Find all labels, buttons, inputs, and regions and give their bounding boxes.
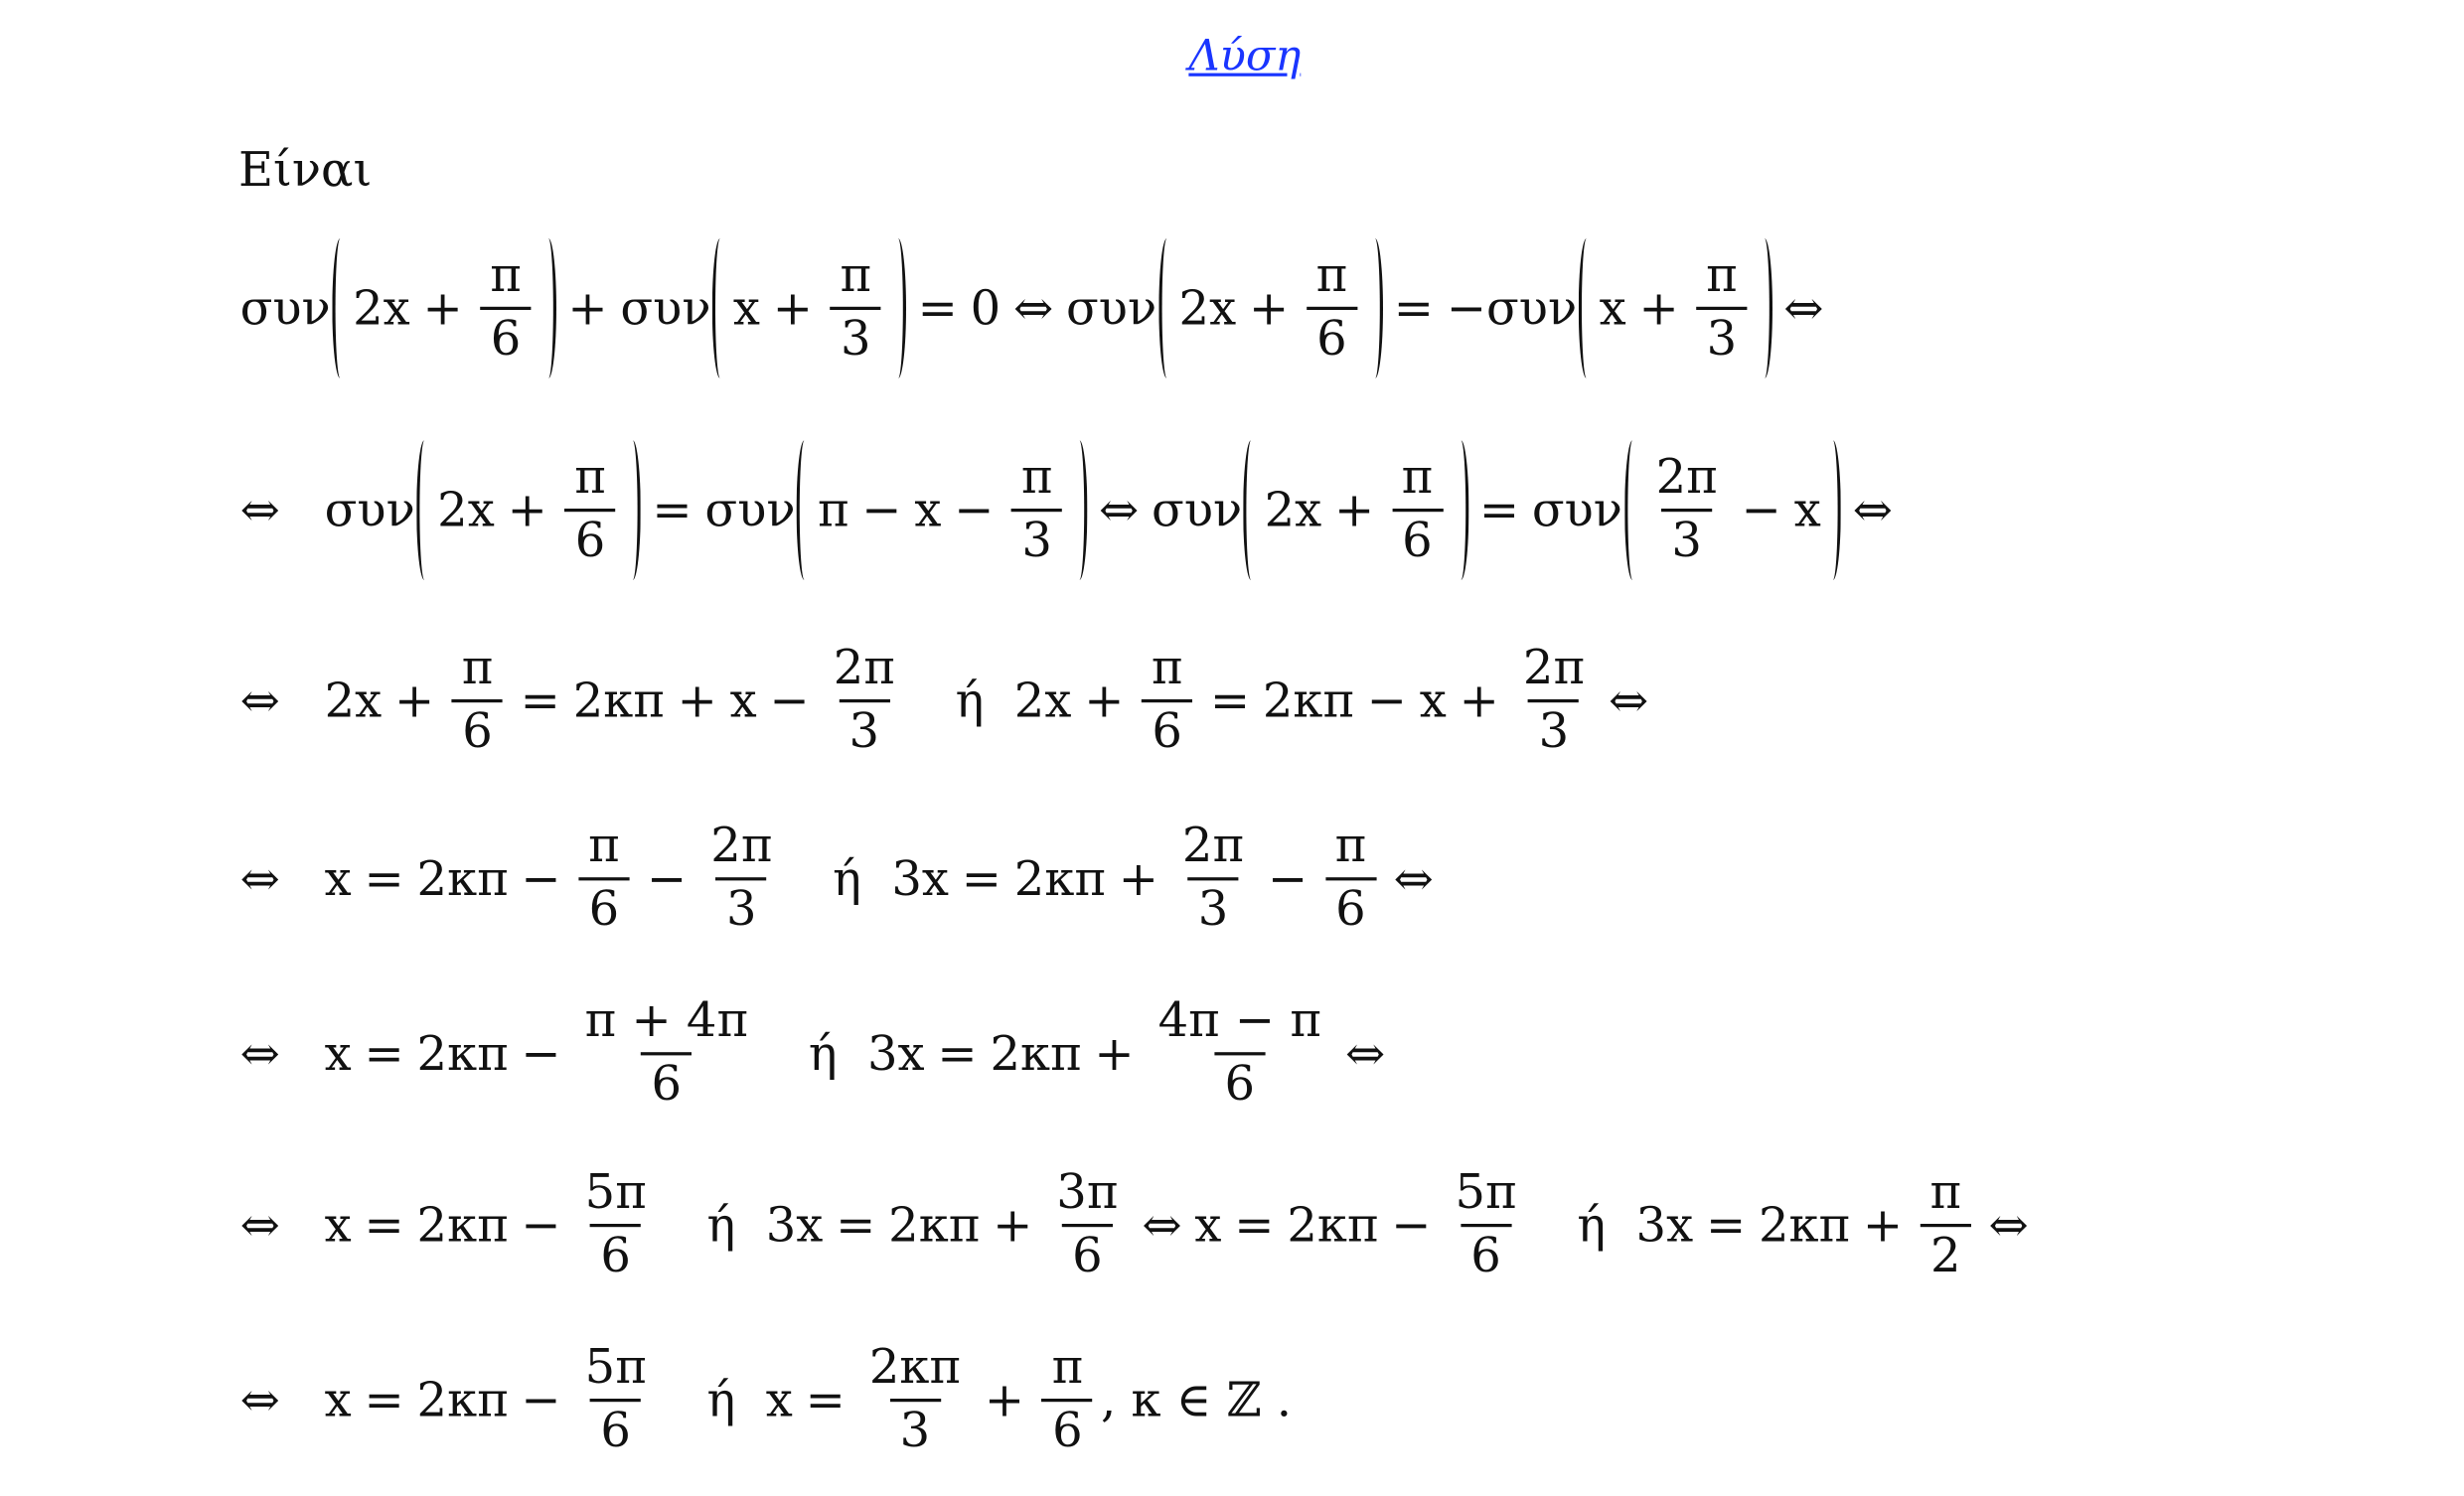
plus-sign: + [984, 1372, 1025, 1428]
term: 2κπ [416, 1372, 509, 1428]
fraction [578, 819, 629, 938]
denominator: 6 [452, 699, 503, 757]
intro-text: Είναι [238, 143, 373, 199]
iff-symbol: ⇔ [1609, 673, 1649, 729]
paren-group [416, 440, 641, 580]
plus-sign: + [422, 280, 463, 337]
numerator: π [490, 247, 522, 304]
numerator: 2π [1522, 640, 1585, 696]
paren-group [712, 238, 906, 378]
term: 2κπ [572, 673, 665, 729]
equals-sign: = [1705, 1197, 1747, 1254]
term: 3x [891, 850, 949, 907]
denominator: 6 [578, 877, 629, 935]
plus-sign: + [1248, 280, 1290, 337]
paren-group [797, 440, 1088, 580]
or-word: ή [1577, 1197, 1607, 1254]
plus-sign: + [1094, 1025, 1135, 1082]
cos-symbol: συν [704, 482, 796, 538]
numerator: π [1334, 819, 1367, 874]
fraction [1449, 1164, 1523, 1284]
k-in-integers: , κ ∈ ℤ . [1100, 1372, 1293, 1428]
or-word: ή [706, 1372, 736, 1428]
fraction [1042, 1339, 1093, 1459]
fraction [1696, 247, 1747, 368]
term: 3x [1635, 1197, 1694, 1254]
fraction [578, 1339, 653, 1459]
fraction [564, 449, 615, 569]
denominator: 3 [716, 877, 767, 935]
left-paren [332, 238, 348, 378]
denominator: 6 [641, 1052, 692, 1110]
plus-sign: + [394, 673, 435, 729]
term: 2x [1264, 482, 1322, 538]
denominator: 3 [1528, 699, 1579, 757]
equals-sign: = [1209, 673, 1251, 729]
iff-symbol: ⇔ [239, 1372, 280, 1428]
equation-line-3 [238, 640, 1659, 760]
minus-sign: − [769, 673, 810, 729]
cos-symbol: συν [1531, 482, 1622, 538]
plus-sign: + [1638, 280, 1679, 337]
equals-sign: = [961, 850, 1001, 907]
iff-symbol: ⇔ [1393, 850, 1434, 907]
equation-line-5 [238, 993, 1396, 1113]
equals-sign: = [937, 1025, 978, 1082]
or-word: ή [955, 673, 985, 729]
numerator: π [574, 449, 606, 506]
minus-sign: − [521, 850, 561, 907]
iff-symbol: ⇔ [239, 482, 280, 538]
fraction [452, 640, 503, 760]
denominator: 6 [1392, 509, 1443, 566]
left-paren [1579, 238, 1595, 378]
numerator: 2π [710, 819, 773, 874]
minus-sign: − [521, 1025, 561, 1082]
right-paren [540, 238, 556, 378]
numerator: 2κπ [868, 1339, 961, 1396]
neg-cos-symbol: −συν [1446, 280, 1578, 337]
numerator: 5π [584, 1339, 647, 1396]
term: 2κπ [990, 1025, 1082, 1082]
numerator: π [1706, 247, 1738, 304]
iff-symbol: ⇔ [239, 850, 280, 907]
plus-sign: + [567, 280, 608, 337]
paren-group [1158, 238, 1383, 378]
numerator: π + 4π [584, 993, 749, 1049]
numerator: π [461, 640, 494, 696]
minus-sign: − [1391, 1197, 1432, 1254]
equals-sign: = [805, 1372, 846, 1428]
term: 2κπ [1013, 850, 1106, 907]
numerator: π [1401, 449, 1434, 506]
term: x [914, 482, 942, 538]
term: 2x [1013, 673, 1072, 729]
numerator: π [1051, 1339, 1084, 1396]
cos-symbol: συν [1152, 482, 1243, 538]
denominator: 3 [831, 307, 881, 365]
left-paren [1158, 238, 1174, 378]
term: 3x [867, 1025, 925, 1082]
plus-sign: + [677, 673, 717, 729]
numerator: 5π [1455, 1164, 1517, 1221]
iff-symbol: ⇔ [1142, 1197, 1182, 1254]
term: 2x [437, 482, 495, 538]
term: 2κπ [416, 850, 509, 907]
left-paren [712, 238, 728, 378]
equals-sign: = [1393, 280, 1435, 337]
fraction [578, 1164, 653, 1284]
equation-line-1 [238, 247, 1835, 368]
minus-sign: − [1268, 850, 1309, 907]
equals-sign: = [364, 1372, 404, 1428]
right-paren [1826, 440, 1842, 580]
minus-sign: − [521, 1197, 561, 1254]
term: x [324, 1025, 352, 1082]
denominator: 3 [889, 1399, 940, 1456]
denominator: 6 [1307, 307, 1357, 365]
denominator: 6 [590, 1224, 641, 1281]
equation-line-4 [238, 819, 1445, 938]
plus-sign: + [1118, 850, 1158, 907]
iff-symbol: ⇔ [239, 1025, 280, 1082]
right-paren [1072, 440, 1088, 580]
or-word: ή [808, 1025, 838, 1082]
fraction [1011, 449, 1062, 569]
term: x [729, 673, 757, 729]
equals-sign: = [836, 1197, 876, 1254]
term: 3x [765, 1197, 824, 1254]
numerator: 5π [584, 1164, 647, 1221]
numerator: π [588, 819, 620, 874]
fraction [862, 1339, 967, 1459]
fraction [1921, 1164, 1971, 1284]
fraction [1152, 993, 1327, 1113]
numerator: 3π [1056, 1164, 1119, 1221]
denominator: 6 [1461, 1224, 1511, 1281]
plus-sign: + [1334, 482, 1375, 538]
zero: 0 [970, 280, 1001, 337]
denominator: 6 [1142, 699, 1192, 757]
equals-sign: = [1478, 482, 1520, 538]
denominator: 6 [1214, 1052, 1265, 1110]
iff-symbol: ⇔ [1013, 280, 1054, 337]
term: 2x [353, 280, 410, 337]
equation-line-6 [238, 1164, 2040, 1284]
cos-symbol: συν [324, 482, 415, 538]
iff-symbol: ⇔ [1988, 1197, 2029, 1254]
cos-symbol: συν [1066, 280, 1157, 337]
fraction [480, 247, 531, 368]
equation-line-2 [238, 449, 1904, 569]
denominator: 6 [564, 509, 615, 566]
numerator: π [840, 247, 871, 304]
minus-sign: − [1741, 482, 1781, 538]
minus-sign: − [954, 482, 995, 538]
equals-sign: = [652, 482, 693, 538]
left-paren [416, 440, 432, 580]
right-paren [890, 238, 906, 378]
iff-symbol: ⇔ [1783, 280, 1824, 337]
right-paren [625, 440, 641, 580]
denominator: 3 [839, 699, 889, 757]
or-word: ή [833, 850, 861, 907]
paren-group [1244, 440, 1468, 580]
iff-symbol: ⇔ [1099, 482, 1140, 538]
cos-symbol: συν [620, 280, 711, 337]
denominator: 3 [1696, 307, 1747, 365]
numerator: 2π [833, 640, 895, 696]
term: x [1599, 280, 1626, 337]
equals-sign: = [917, 280, 958, 337]
numerator: π [1315, 247, 1348, 304]
denominator: 6 [1062, 1224, 1113, 1281]
term: 2κπ [1262, 673, 1354, 729]
plus-sign: + [993, 1197, 1033, 1254]
equals-sign: = [364, 1197, 404, 1254]
numerator: 2π [1181, 819, 1245, 874]
numerator: 4π − π [1157, 993, 1321, 1049]
term: 2x [1178, 280, 1237, 337]
term: 2κπ [1758, 1197, 1851, 1254]
denominator: 2 [1921, 1224, 1971, 1281]
numerator: π [1929, 1164, 1962, 1221]
fraction [1176, 819, 1251, 938]
numerator: π [1020, 449, 1053, 506]
numerator: 2π [1655, 449, 1718, 506]
term: π [817, 482, 849, 538]
left-paren [797, 440, 813, 580]
fraction [1517, 640, 1592, 760]
paren-group [332, 238, 556, 378]
numerator: π [1151, 640, 1183, 696]
term: 2κπ [888, 1197, 981, 1254]
fraction [1307, 247, 1357, 368]
term: x [765, 1372, 793, 1428]
fraction [831, 247, 881, 368]
equation-line-7 [238, 1339, 1294, 1459]
iff-symbol: ⇔ [239, 673, 280, 729]
denominator: 6 [1325, 877, 1376, 935]
fraction [827, 640, 901, 760]
denominator: 3 [1011, 509, 1062, 566]
iff-symbol: ⇔ [239, 1197, 280, 1254]
denominator: 3 [1661, 509, 1712, 566]
denominator: 6 [1042, 1399, 1093, 1456]
term: x [1419, 673, 1447, 729]
fraction [578, 993, 754, 1113]
equals-sign: = [1234, 1197, 1275, 1254]
term: 2κπ [1287, 1197, 1379, 1254]
denominator: 6 [590, 1399, 641, 1456]
term: x [732, 280, 760, 337]
minus-sign: − [647, 850, 688, 907]
equals-sign: = [364, 1025, 404, 1082]
plus-sign: + [1084, 673, 1125, 729]
minus-sign: − [861, 482, 902, 538]
plus-sign: + [772, 280, 814, 337]
right-paren [1453, 440, 1468, 580]
left-paren [1244, 440, 1260, 580]
term: x [1194, 1197, 1222, 1254]
term: x [324, 1197, 352, 1254]
term: x [324, 850, 352, 907]
term: 2κπ [416, 1025, 509, 1082]
fraction [704, 819, 779, 938]
minus-sign: − [1366, 673, 1407, 729]
plus-sign: + [507, 482, 547, 538]
term: x [324, 1372, 352, 1428]
equals-sign: = [520, 673, 560, 729]
plus-sign: + [1862, 1197, 1904, 1254]
denominator: 6 [480, 307, 531, 365]
iff-symbol: ⇔ [1852, 482, 1893, 538]
plus-sign: + [1459, 673, 1499, 729]
left-paren [1624, 440, 1640, 580]
right-paren [1367, 238, 1383, 378]
paren-group [1579, 238, 1772, 378]
fraction [1392, 449, 1443, 569]
equals-sign: = [364, 850, 404, 907]
cos-symbol: συν [239, 280, 331, 337]
denominator: 3 [1187, 877, 1238, 935]
solution-title-link[interactable]: Λύση [1188, 32, 1302, 81]
fraction [1050, 1164, 1125, 1284]
iff-symbol: ⇔ [1344, 1025, 1386, 1082]
right-paren [1757, 238, 1772, 378]
fraction [1142, 640, 1192, 760]
paren-group [1624, 440, 1842, 580]
fraction [1649, 449, 1724, 569]
term: 2x [324, 673, 383, 729]
or-word: ή [706, 1197, 736, 1254]
fraction [1325, 819, 1376, 938]
term: x [1793, 482, 1821, 538]
minus-sign: − [521, 1372, 561, 1428]
term: 2κπ [416, 1197, 509, 1254]
